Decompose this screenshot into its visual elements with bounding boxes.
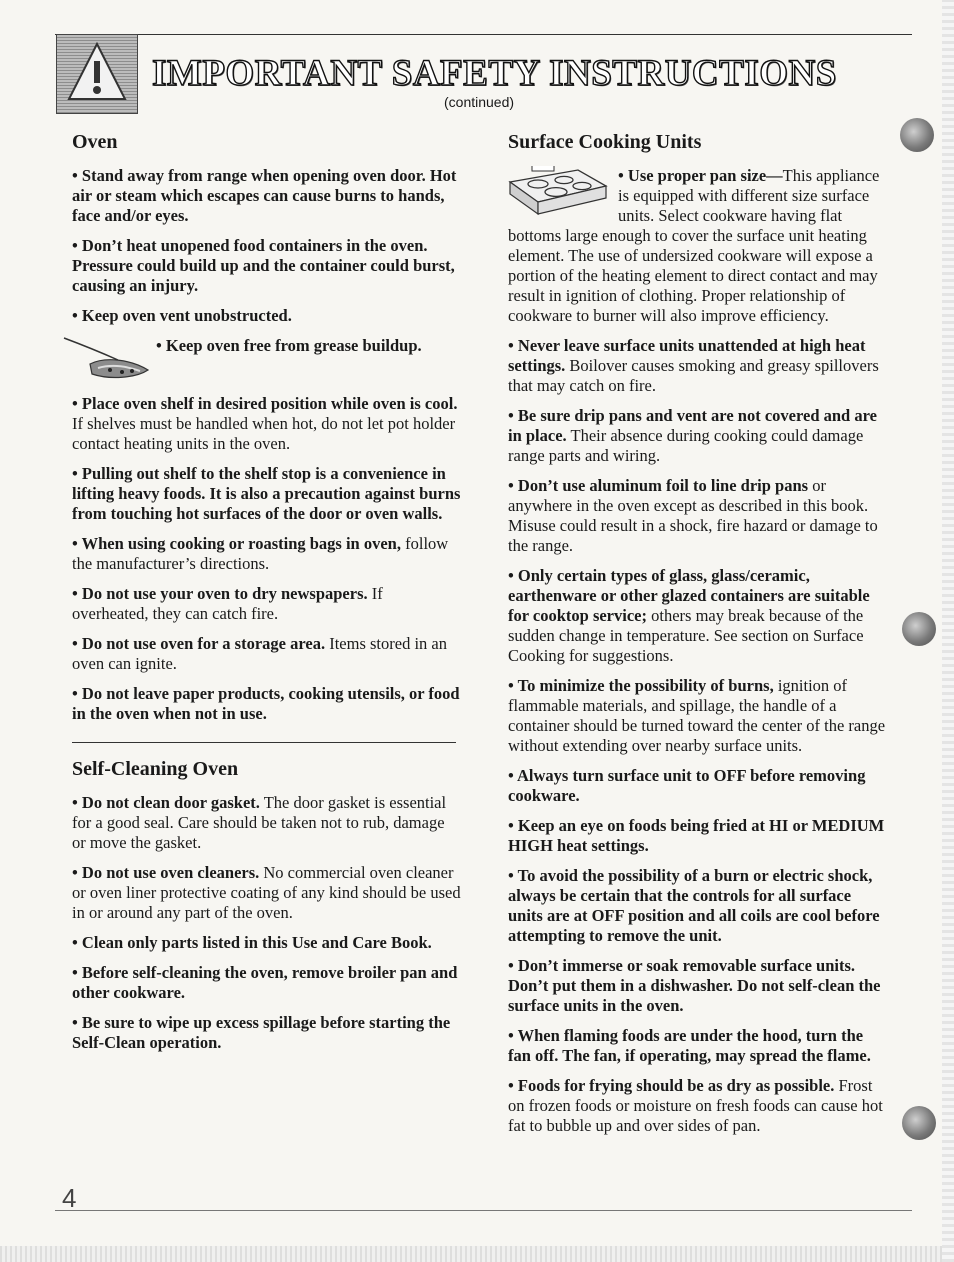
oven-heading: Oven — [72, 131, 118, 153]
surface-item — [508, 566, 886, 666]
oven-item — [72, 464, 462, 524]
surface-heading: Surface Cooking Units — [508, 131, 702, 153]
grease-item — [72, 336, 462, 384]
oven-item — [72, 236, 462, 296]
oven-item-bold: • Pulling out shelf to the shelf stop is a convenience in lifting heavy foods. It is also a precaution against burns from touching hot surfaces of the door or oven walls. — [72, 464, 461, 523]
oven-item-bold: • When using cooking or roasting bags in oven, — [72, 534, 401, 553]
surface-item-bold: • Foods for frying should be as dry as possible. — [508, 1076, 835, 1095]
right-column — [508, 130, 886, 1146]
surface-item-bold: • To minimize the possibility of burns, — [508, 676, 774, 695]
scan-artifact-edge — [942, 0, 954, 1262]
surface-item — [508, 956, 886, 1016]
self-cleaning-item-bold: • Do not use oven cleaners. — [72, 863, 260, 882]
oven-item-text: If overheated, they can catch fire. — [72, 584, 383, 623]
oven-item — [72, 684, 462, 724]
oven-item — [72, 584, 462, 624]
surface-item — [508, 406, 886, 466]
surface-item-bold: • To avoid the possibility of a burn or electric shock, always be certain that the controls for all surface units are at OFF position and all coils are cool before attempting to remove the unit. — [508, 866, 880, 945]
range-cooktop-icon — [508, 166, 608, 216]
self-cleaning-item-text: No commercial oven cleaner or oven liner protective coating of any kind should be used in or around any part of the oven. — [72, 863, 461, 922]
surface-item-text: ignition of flammable materials, and spillage, the handle of a container should be turned toward the center of the range without extending over nearby surface units. — [508, 676, 886, 755]
binder-hole-bottom — [902, 1106, 936, 1140]
grease-pan-icon — [60, 330, 156, 384]
surface-item-text: Frost on frozen foods or moisture on fresh foods can cause hot fat to bubble up and over sides of pan. — [508, 1076, 883, 1135]
surface-item-bold: • Don’t immerse or soak removable surface units. Don’t put them in a dishwasher. Do not self-clean the surface units in the oven. — [508, 956, 881, 1015]
surface-item — [508, 766, 886, 806]
binder-hole-top — [900, 118, 934, 152]
self-cleaning-item-text: The door gasket is essential for a good seal. Care should be taken not to rub, damage or move the gasket. — [72, 793, 447, 852]
self-cleaning-item-bold: • Clean only parts listed in this Use and Care Book. — [72, 933, 432, 952]
oven-item-text: If shelves must be handled when hot, do not let pot holder contact heating units in the oven. — [72, 414, 456, 453]
self-cleaning-item-bold: • Do not clean door gasket. — [72, 793, 260, 812]
self-cleaning-item — [72, 1013, 462, 1053]
surface-item-bold: • Never leave surface units unattended at high heat settings. — [508, 336, 866, 375]
page-subtitle: (continued) — [444, 94, 515, 110]
oven-item-bold: • Do not leave paper products, cooking utensils, or food in the oven when not in use. — [72, 684, 460, 723]
binder-hole-middle — [902, 612, 936, 646]
left-column — [72, 130, 462, 1063]
self-cleaning-item — [72, 933, 462, 953]
bottom-rule — [55, 1210, 912, 1211]
surface-item-bold: • Keep an eye on foods being fried at HI or MEDIUM HIGH heat settings. — [508, 816, 885, 855]
oven-item — [72, 634, 462, 674]
surface-item-text: Their absence during cooking could damage range parts and wiring. — [508, 426, 864, 465]
surface-item — [508, 476, 886, 556]
self-cleaning-item — [72, 963, 462, 1003]
scan-artifact-bottom — [0, 1246, 954, 1262]
surface-item-text: others may break because of the sudden change in temperature. See section on Surface Cooking for suggestions. — [508, 606, 864, 665]
oven-item-bold: • Place oven shelf in desired position while oven is cool. — [72, 394, 458, 413]
oven-item — [72, 166, 462, 226]
oven-item — [72, 534, 462, 574]
surface-item-text: Boilover causes smoking and greasy spillovers that may catch on fire. — [508, 356, 879, 395]
oven-item — [156, 336, 422, 356]
surface-item-bold: • Use proper pan size— — [618, 166, 783, 185]
self-cleaning-item — [72, 863, 462, 923]
surface-item-bold: • Always turn surface unit to OFF before removing cookware. — [508, 766, 866, 805]
surface-item-bold: • Only certain types of glass, glass/ceramic, earthenware or other glazed containers are suitable for cooktop service; — [508, 566, 870, 625]
oven-item-text: Items stored in an oven can ignite. — [72, 634, 447, 673]
oven-item — [72, 394, 462, 454]
oven-item-text: follow the manufacturer’s directions. — [72, 534, 449, 573]
oven-item-bold: • Don’t heat unopened food containers in the oven. Pressure could build up and the container could burst, causing an injury. — [72, 236, 455, 295]
oven-item-bold: • Keep oven free from grease buildup. — [156, 336, 422, 355]
oven-item-bold: • Stand away from range when opening oven door. Hot air or steam which escapes can cause burns to hands, face and/or eyes. — [72, 166, 457, 225]
top-rule — [55, 34, 912, 35]
surface-item — [508, 1076, 886, 1136]
pan-size-item — [508, 166, 886, 336]
section-divider — [72, 742, 456, 743]
oven-item-bold: • Do not use oven for a storage area. — [72, 634, 326, 653]
oven-item-bold: • Do not use your oven to dry newspapers. — [72, 584, 368, 603]
surface-item-bold: • Don’t use aluminum foil to line drip pans — [508, 476, 809, 495]
surface-item-text: This appliance is equipped with different size surface units. Select cookware having flat bottoms large enough to cover the surface unit heating element. The use of undersized cookware will expose a portion of the heating element to direct contact and may result in ignition of clothing. Proper relationship of cookware to burner will also improve efficiency. — [508, 166, 880, 325]
surface-item-bold: • When flaming foods are under the hood, turn the fan off. The fan, if operating, may spread the flame. — [508, 1026, 871, 1065]
oven-item — [72, 306, 462, 326]
self-cleaning-item-bold: • Be sure to wipe up excess spillage before starting the Self-Clean operation. — [72, 1013, 451, 1052]
self-cleaning-item-bold: • Before self-cleaning the oven, remove broiler pan and other cookware. — [72, 963, 458, 1002]
warning-triangle-icon — [66, 41, 128, 103]
page-number: 4 — [62, 1183, 77, 1213]
surface-item — [508, 1026, 886, 1066]
surface-item — [508, 336, 886, 396]
self-cleaning-heading: Self-Cleaning Oven — [72, 758, 239, 780]
warning-box — [56, 34, 138, 114]
page-title: IMPORTANT SAFETY INSTRUCTIONS — [152, 53, 837, 94]
surface-item-bold: • Be sure drip pans and vent are not covered and are in place. — [508, 406, 877, 445]
surface-item — [508, 676, 886, 756]
surface-item — [508, 866, 886, 946]
surface-item-text: or anywhere in the oven except as described in this book. Misuse could result in a shock, fire hazard or damage to the range. — [508, 476, 878, 555]
self-cleaning-item — [72, 793, 462, 853]
oven-item-bold: • Keep oven vent unobstructed. — [72, 306, 292, 325]
surface-item — [508, 816, 886, 856]
